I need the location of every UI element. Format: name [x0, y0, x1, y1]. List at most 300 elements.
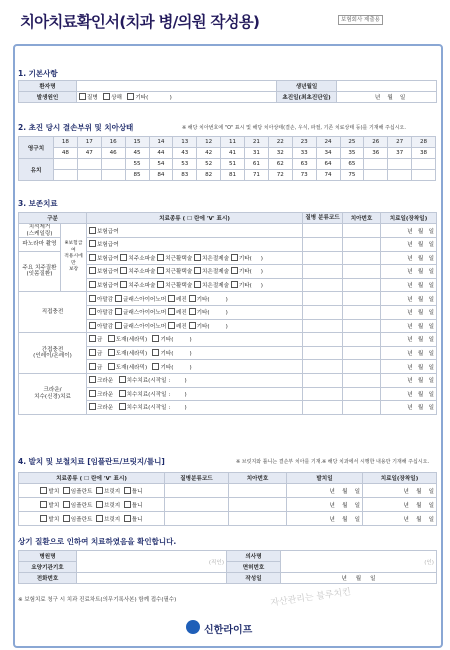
tooth-number[interactable]: 81 — [221, 170, 245, 181]
empty-tooth-cell[interactable] — [388, 159, 412, 170]
bridge-checkbox[interactable] — [96, 515, 103, 522]
curettage-checkbox[interactable] — [120, 281, 127, 288]
disease-code-field[interactable] — [303, 373, 343, 387]
month-label: 월 — [417, 296, 424, 303]
inlay-other-checkbox[interactable] — [152, 349, 159, 356]
month-label: 월 — [355, 576, 362, 582]
type-scaling: 치석제거 (스케일링) — [19, 224, 61, 238]
treatment-date-field[interactable] — [381, 319, 437, 333]
tooth-number[interactable]: 21 — [245, 137, 269, 148]
crown-label: 크라운 — [97, 405, 114, 412]
date-label: 작성일 — [227, 573, 281, 584]
tooth-number[interactable]: 71 — [245, 170, 269, 181]
treatment-date-field[interactable] — [381, 346, 437, 360]
resin-checkbox[interactable] — [168, 322, 175, 329]
year-label: 년 — [407, 351, 413, 358]
tooth-number-field[interactable] — [343, 292, 381, 306]
first-dx-label: 초진일(최초진단일) — [277, 92, 337, 103]
denture-checkbox[interactable] — [124, 487, 131, 494]
ceramic-label: 도재(세라믹) — [115, 351, 148, 358]
month-label: 월 — [342, 488, 348, 495]
tooth-number-field[interactable] — [343, 265, 381, 279]
ceramic-label: 도재(세라믹) — [115, 337, 148, 344]
tooth-number[interactable]: 28 — [412, 137, 436, 148]
treatment-date-field[interactable] — [381, 360, 437, 374]
month-label: 월 — [417, 351, 424, 358]
close-paren: ) — [225, 310, 228, 317]
tooth-number[interactable]: 44 — [149, 148, 173, 159]
disease-code-field[interactable] — [303, 278, 343, 292]
year-label: 년 — [403, 516, 409, 523]
col-kind-header: 치료종류 ( ☐ 란에 'V' 표시) — [87, 213, 303, 224]
empty-tooth-cell[interactable] — [412, 170, 436, 181]
extraction-checkbox[interactable] — [40, 515, 47, 522]
perio-other-checkbox[interactable] — [231, 267, 238, 274]
tooth-number-field[interactable] — [343, 346, 381, 360]
day-label: 일 — [354, 488, 360, 495]
tooth-number[interactable]: 31 — [245, 148, 269, 159]
root-canal-label: 치수치료(시작일 : — [126, 391, 171, 398]
tooth-number[interactable]: 52 — [197, 159, 221, 170]
treatment-date-field[interactable] — [381, 305, 437, 319]
phone-field[interactable] — [77, 573, 227, 584]
treatment-date-field[interactable] — [381, 278, 437, 292]
cause-label: 발생원인 — [19, 92, 77, 103]
tooth-number-field[interactable] — [229, 484, 287, 498]
treatment-date-field[interactable] — [381, 401, 437, 415]
gingivectomy-label: 치은절제술 — [202, 255, 230, 262]
watermark: 자산관리는 블루치킨 — [269, 587, 352, 609]
month-label: 월 — [417, 242, 424, 249]
page-title: 치아치료확인서(치과 병/의원 작성용) — [20, 13, 260, 31]
insurance-checkbox[interactable] — [89, 240, 96, 247]
perio-options — [87, 278, 303, 292]
bridge-checkbox[interactable] — [96, 487, 103, 494]
year-label: 년 — [329, 488, 335, 495]
empty-tooth-cell[interactable] — [364, 159, 388, 170]
day-label: 일 — [428, 283, 434, 290]
other-checkbox[interactable] — [127, 93, 134, 100]
tooth-number[interactable]: 13 — [173, 137, 197, 148]
tooth-number[interactable]: 72 — [268, 170, 292, 181]
treatment-date-field[interactable] — [381, 292, 437, 306]
resin-label: 레진 — [176, 310, 187, 317]
tooth-number[interactable]: 36 — [364, 148, 388, 159]
tooth-number[interactable]: 22 — [268, 137, 292, 148]
disease-code-field[interactable] — [303, 292, 343, 306]
crown-checkbox[interactable] — [89, 403, 96, 410]
root-planing-checkbox[interactable] — [157, 267, 164, 274]
tooth-number[interactable]: 53 — [173, 159, 197, 170]
tooth-number-field[interactable] — [343, 333, 381, 347]
submission-badge: 보험회사 제출용 — [338, 15, 383, 25]
treatment-date-field[interactable] — [381, 265, 437, 279]
tooth-number-field[interactable] — [343, 373, 381, 387]
col-code-header: 질병분류코드 — [165, 473, 229, 484]
root-canal-checkbox[interactable] — [119, 390, 126, 397]
filling-other-checkbox[interactable] — [189, 322, 196, 329]
curettage-checkbox[interactable] — [120, 254, 127, 261]
day-label: 일 — [428, 296, 434, 303]
disease-code-field[interactable] — [165, 484, 229, 498]
curettage-label: 치주소파술 — [128, 269, 156, 276]
insurance-label: 보험급여 — [97, 228, 119, 235]
implant-checkbox[interactable] — [63, 501, 70, 508]
year-label: 년 — [403, 488, 409, 495]
tooth-number[interactable]: 74 — [316, 170, 340, 181]
day-label: 일 — [399, 95, 406, 101]
inlay-other-label: 기타( — [160, 351, 174, 358]
day-label: 일 — [428, 310, 434, 317]
direct-options — [87, 319, 303, 333]
tooth-number-field[interactable] — [343, 387, 381, 401]
crown-checkbox[interactable] — [89, 390, 96, 397]
resin-label: 레진 — [176, 296, 187, 303]
gingivectomy-checkbox[interactable] — [194, 267, 201, 274]
month-label: 월 — [342, 516, 348, 523]
tooth-number-field[interactable] — [229, 498, 287, 512]
perio-other-label: 기타( — [238, 283, 252, 290]
tooth-number[interactable]: 61 — [245, 159, 269, 170]
perio-options — [87, 265, 303, 279]
disease-code-field[interactable] — [303, 251, 343, 265]
glass-ionomer-label: 글래스아이어노머 — [123, 310, 167, 317]
root-planing-label: 치근활택술 — [165, 269, 193, 276]
gold-label: 금 — [97, 337, 103, 344]
tooth-number[interactable]: 63 — [292, 159, 316, 170]
implant-label: 임플란트 — [70, 502, 93, 509]
section-prosthetic-note2: ※ 해당 치과에서 시행한 내용만 기재해 주십시오. — [322, 459, 430, 465]
disease-code-field[interactable] — [303, 224, 343, 238]
filling-other-checkbox[interactable] — [189, 295, 196, 302]
filling-other-checkbox[interactable] — [189, 308, 196, 315]
type-periodontal: 주요 치주질환 (잇몸질환) — [19, 251, 61, 292]
tooth-number-field[interactable] — [343, 319, 381, 333]
cause-options — [77, 92, 277, 103]
disease-code-field[interactable] — [165, 498, 229, 512]
empty-tooth-cell[interactable] — [101, 170, 125, 181]
extraction-checkbox[interactable] — [40, 487, 47, 494]
root-canal-checkbox[interactable] — [119, 376, 126, 383]
disease-code-field[interactable] — [303, 305, 343, 319]
insurance-note: ※보험급여 적용시에만 보장 — [61, 224, 87, 292]
injury-checkbox[interactable] — [103, 93, 110, 100]
tooth-number[interactable]: 46 — [101, 148, 125, 159]
disease-code-field[interactable] — [303, 346, 343, 360]
col-tooth-header: 치아번호 — [343, 213, 381, 224]
root-canal-checkbox[interactable] — [119, 403, 126, 410]
root-planing-checkbox[interactable] — [157, 281, 164, 288]
signature-table — [18, 550, 437, 584]
col-type-header: 구분 — [19, 213, 87, 224]
footnote: ※ 보험치료 청구 시 치과 진료차트(의무기록사본) 함께 접수(필수) — [18, 597, 177, 603]
treatment-date-field[interactable] — [381, 224, 437, 238]
day-label: 일 — [428, 228, 434, 235]
glass-ionomer-checkbox[interactable] — [115, 322, 122, 329]
curettage-label: 치주소파술 — [128, 283, 156, 290]
disease-code-field[interactable] — [303, 265, 343, 279]
tooth-number-field[interactable] — [343, 251, 381, 265]
year-label: 년 — [407, 283, 413, 290]
amalgam-label: 아말감 — [97, 296, 114, 303]
tooth-number[interactable]: 33 — [292, 148, 316, 159]
disease-code-field[interactable] — [165, 512, 229, 526]
amalgam-label: 아말감 — [97, 323, 114, 330]
resin-checkbox[interactable] — [168, 308, 175, 315]
month-label: 월 — [417, 269, 424, 276]
empty-tooth-cell[interactable] — [388, 170, 412, 181]
tooth-number[interactable]: 16 — [101, 137, 125, 148]
filling-other-label: 기타( — [196, 296, 210, 303]
treatment-date-field[interactable] — [363, 512, 437, 526]
ceramic-checkbox[interactable] — [108, 335, 115, 342]
tooth-number[interactable]: 85 — [125, 170, 149, 181]
tooth-number-field[interactable] — [343, 305, 381, 319]
tooth-number[interactable]: 73 — [292, 170, 316, 181]
tooth-number[interactable]: 64 — [316, 159, 340, 170]
tooth-number[interactable]: 15 — [125, 137, 149, 148]
treatment-date-field[interactable] — [381, 238, 437, 252]
tooth-number[interactable]: 41 — [221, 148, 245, 159]
section-basic-title: 1. 기본사항 — [18, 69, 58, 78]
tooth-number[interactable]: 35 — [340, 148, 364, 159]
year-label: 년 — [407, 228, 413, 235]
denture-label: 틀니 — [131, 488, 143, 495]
patient-name-field[interactable] — [77, 81, 277, 92]
tooth-number[interactable]: 37 — [388, 148, 412, 159]
empty-tooth-cell[interactable] — [54, 170, 78, 181]
day-label: 일 — [428, 378, 434, 385]
glass-ionomer-checkbox[interactable] — [115, 308, 122, 315]
conservative-table — [18, 212, 437, 415]
inlay-other-checkbox[interactable] — [152, 335, 159, 342]
empty-tooth-cell[interactable] — [54, 159, 78, 170]
empty-tooth-cell[interactable] — [77, 170, 101, 181]
tooth-number-field[interactable] — [343, 360, 381, 374]
year-label: 년 — [329, 516, 335, 523]
month-label: 월 — [416, 502, 422, 509]
disease-label: 질병 — [87, 95, 98, 101]
tooth-number[interactable]: 12 — [197, 137, 221, 148]
root-planing-label: 치근활택술 — [165, 283, 193, 290]
sign-mark: (인) — [424, 559, 434, 566]
extraction-date-field[interactable] — [287, 498, 363, 512]
type-panorama: 파노라마 촬영 — [19, 238, 61, 252]
close-paren: ) — [260, 283, 263, 290]
amalgam-label: 아말감 — [97, 310, 114, 317]
day-label: 일 — [428, 337, 434, 344]
tooth-number[interactable]: 14 — [149, 137, 173, 148]
tooth-number[interactable]: 65 — [340, 159, 364, 170]
ceramic-checkbox[interactable] — [108, 363, 115, 370]
year-label: 년 — [407, 242, 413, 249]
scaling-options — [87, 224, 303, 238]
empty-tooth-cell[interactable] — [364, 170, 388, 181]
glass-ionomer-label: 글래스아이어노머 — [123, 323, 167, 330]
treatment-date-field[interactable] — [381, 373, 437, 387]
date-field[interactable] — [281, 573, 437, 584]
month-label: 월 — [417, 228, 424, 235]
insurance-label: 보험급여 — [97, 242, 119, 249]
tooth-number-field[interactable] — [343, 224, 381, 238]
glass-ionomer-checkbox[interactable] — [115, 295, 122, 302]
tooth-number[interactable]: 25 — [340, 137, 364, 148]
implant-checkbox[interactable] — [63, 487, 70, 494]
tooth-number[interactable]: 32 — [268, 148, 292, 159]
resin-checkbox[interactable] — [168, 295, 175, 302]
empty-tooth-cell[interactable] — [412, 159, 436, 170]
implant-label: 임플란트 — [70, 488, 93, 495]
extraction-date-field[interactable] — [287, 484, 363, 498]
disease-code-field[interactable] — [303, 333, 343, 347]
disease-code-field[interactable] — [303, 387, 343, 401]
implant-checkbox[interactable] — [63, 515, 70, 522]
section-prosthetic-title: 4. 발치 및 보철치료 [임플란트/브릿지/틀니] — [18, 457, 165, 466]
col-date-header: 치료일(장착일) — [363, 473, 437, 484]
prosthetic-options — [19, 512, 165, 526]
year-label: 년 — [407, 255, 413, 262]
treatment-date-field[interactable] — [363, 498, 437, 512]
tooth-number[interactable]: 48 — [54, 148, 78, 159]
tooth-number[interactable]: 55 — [125, 159, 149, 170]
tooth-number[interactable]: 27 — [388, 137, 412, 148]
tooth-number[interactable]: 51 — [221, 159, 245, 170]
ceramic-checkbox[interactable] — [108, 349, 115, 356]
treatment-date-field[interactable] — [363, 484, 437, 498]
treatment-date-field[interactable] — [381, 387, 437, 401]
insurance-checkbox[interactable] — [89, 227, 96, 234]
insurance-checkbox[interactable] — [89, 267, 96, 274]
brand-mark-icon — [186, 620, 200, 634]
year-label: 년 — [329, 502, 335, 509]
month-label: 월 — [387, 95, 393, 101]
tooth-number[interactable]: 24 — [316, 137, 340, 148]
treatment-date-field[interactable] — [381, 333, 437, 347]
gold-checkbox[interactable] — [89, 363, 96, 370]
disease-code-field[interactable] — [303, 401, 343, 415]
tooth-number[interactable]: 42 — [197, 148, 221, 159]
day-label: 일 — [428, 351, 434, 358]
denture-checkbox[interactable] — [124, 501, 131, 508]
hospital-label: 병원명 — [19, 551, 77, 562]
perio-other-checkbox[interactable] — [231, 281, 238, 288]
extraction-checkbox[interactable] — [40, 501, 47, 508]
disease-code-field[interactable] — [303, 360, 343, 374]
year-label: 년 — [374, 95, 381, 101]
doctor-field[interactable] — [281, 551, 437, 573]
amalgam-checkbox[interactable] — [89, 322, 96, 329]
dob-field[interactable] — [337, 81, 437, 92]
tooth-number[interactable]: 83 — [173, 170, 197, 181]
curettage-checkbox[interactable] — [120, 267, 127, 274]
year-label: 년 — [407, 323, 413, 330]
tooth-number[interactable]: 84 — [149, 170, 173, 181]
disease-checkbox[interactable] — [79, 93, 86, 100]
amalgam-checkbox[interactable] — [89, 308, 96, 315]
indirect-options — [87, 346, 303, 360]
tooth-number[interactable]: 11 — [221, 137, 245, 148]
tooth-number[interactable]: 54 — [149, 159, 173, 170]
tooth-number-field[interactable] — [343, 238, 381, 252]
gold-checkbox[interactable] — [89, 349, 96, 356]
close-paren: ) — [189, 337, 192, 344]
insurance-checkbox[interactable] — [89, 281, 96, 288]
inlay-other-checkbox[interactable] — [152, 363, 159, 370]
panorama-options — [87, 238, 303, 252]
close-paren: ) — [225, 323, 228, 330]
amalgam-checkbox[interactable] — [89, 295, 96, 302]
tooth-number[interactable]: 45 — [125, 148, 149, 159]
tooth-number[interactable]: 23 — [292, 137, 316, 148]
tooth-number[interactable]: 17 — [77, 137, 101, 148]
first-dx-field[interactable] — [337, 92, 437, 103]
hospital-field[interactable] — [77, 551, 227, 573]
root-canal-label: 치수치료(시작일 : — [126, 378, 171, 385]
perio-options — [87, 251, 303, 265]
denture-checkbox[interactable] — [124, 515, 131, 522]
perio-other-label: 기타( — [238, 269, 252, 276]
day-label: 일 — [428, 323, 434, 330]
institution-code-label: 요양기관기호 — [19, 562, 77, 573]
root-planing-checkbox[interactable] — [157, 254, 164, 261]
treatment-date-field[interactable] — [381, 251, 437, 265]
header — [0, 0, 450, 42]
tooth-number-field[interactable] — [343, 278, 381, 292]
crown-options — [87, 387, 303, 401]
disease-code-field[interactable] — [303, 238, 343, 252]
tooth-number[interactable]: 47 — [77, 148, 101, 159]
disease-code-field[interactable] — [303, 319, 343, 333]
tooth-number[interactable]: 18 — [54, 137, 78, 148]
month-label: 월 — [416, 516, 422, 523]
tooth-number[interactable]: 62 — [268, 159, 292, 170]
year-label: 년 — [407, 310, 413, 317]
dob-label: 생년월일 — [277, 81, 337, 92]
patient-name-label: 환자명 — [19, 81, 77, 92]
extraction-date-field[interactable] — [287, 512, 363, 526]
bridge-label: 브릿지 — [103, 502, 121, 509]
insurance-checkbox[interactable] — [89, 254, 96, 261]
gingivectomy-label: 치은절제술 — [202, 283, 230, 290]
tooth-number[interactable]: 38 — [412, 148, 436, 159]
direct-options — [87, 292, 303, 306]
tooth-number-field[interactable] — [229, 512, 287, 526]
gold-checkbox[interactable] — [89, 335, 96, 342]
empty-tooth-cell[interactable] — [77, 159, 101, 170]
gingivectomy-checkbox[interactable] — [194, 254, 201, 261]
day-label: 일 — [428, 516, 434, 523]
tooth-number-field[interactable] — [343, 401, 381, 415]
denture-label: 틀니 — [131, 516, 143, 523]
curettage-label: 치주소파술 — [128, 255, 156, 262]
gingivectomy-checkbox[interactable] — [194, 281, 201, 288]
tooth-number[interactable]: 82 — [197, 170, 221, 181]
year-label: 년 — [407, 337, 413, 344]
empty-tooth-cell[interactable] — [101, 159, 125, 170]
type-crown-endo: 크라운/ 치수(신경)치료 — [19, 373, 87, 414]
inlay-other-label: 기타( — [160, 364, 174, 371]
tooth-number[interactable]: 75 — [340, 170, 364, 181]
year-label: 년 — [407, 269, 413, 276]
perio-other-checkbox[interactable] — [231, 254, 238, 261]
tooth-number[interactable]: 34 — [316, 148, 340, 159]
bridge-checkbox[interactable] — [96, 501, 103, 508]
tooth-number[interactable]: 26 — [364, 137, 388, 148]
close-paren: ) — [189, 364, 192, 371]
crown-checkbox[interactable] — [89, 376, 96, 383]
tooth-number[interactable]: 43 — [173, 148, 197, 159]
year-label: 년 — [407, 296, 413, 303]
